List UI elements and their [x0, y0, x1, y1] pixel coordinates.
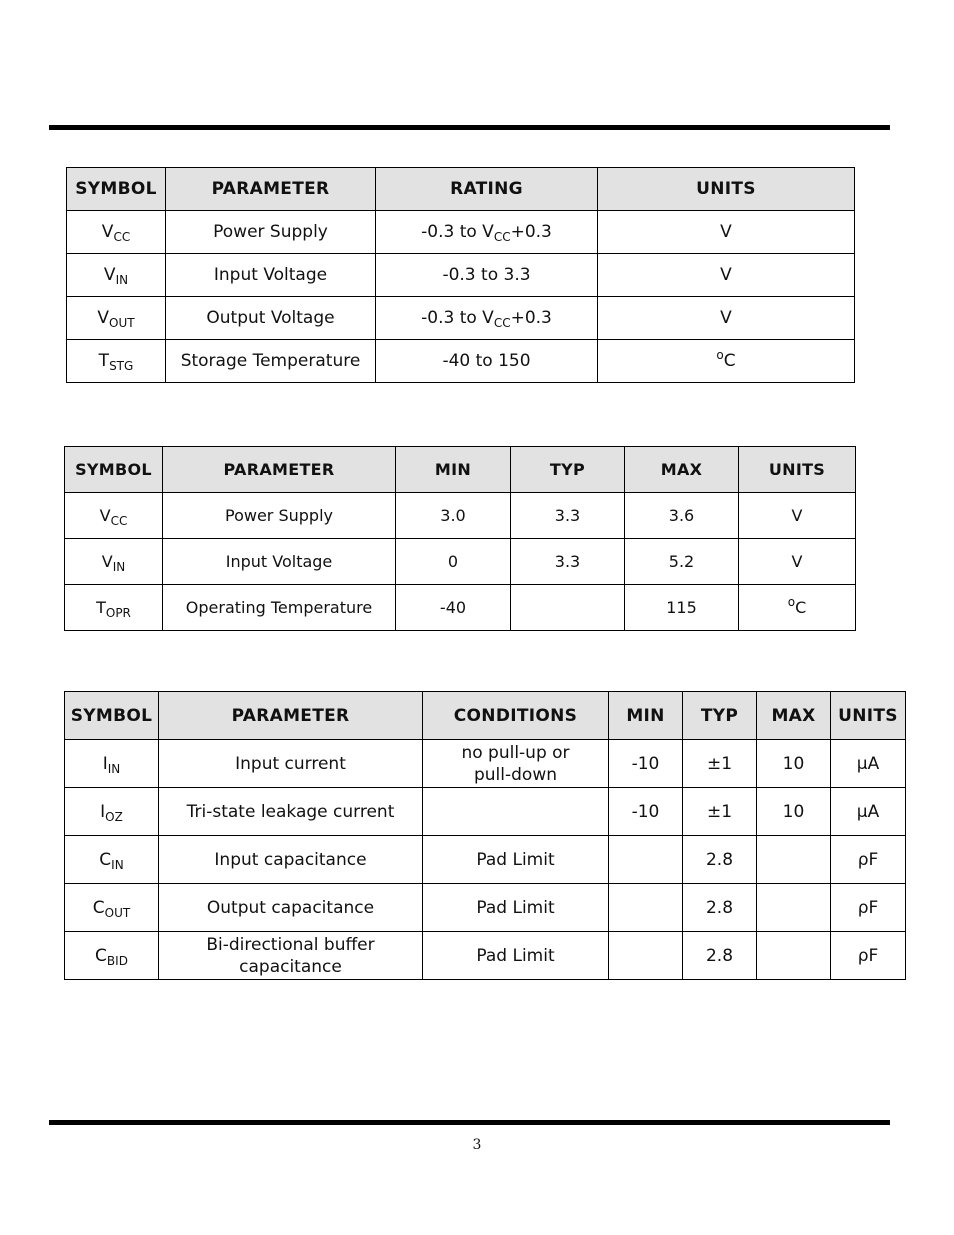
- typ-cell: ±1: [683, 740, 757, 788]
- header-cell: SYMBOL: [67, 168, 166, 211]
- units-cell: $^o$C: [598, 340, 855, 383]
- units-cell: ρF: [831, 932, 906, 980]
- header-cell: UNITS: [598, 168, 855, 211]
- table-header-row: [65, 447, 856, 493]
- conditions-cell: Pad Limit: [423, 884, 609, 932]
- symbol-cell: $I_{IN}$: [65, 740, 159, 788]
- header-cell: UNITS: [831, 692, 906, 740]
- units-cell: V: [598, 211, 855, 254]
- max-cell: 10: [757, 788, 831, 836]
- typ-cell: ±1: [683, 788, 757, 836]
- parameter-cell: Output Voltage: [166, 297, 376, 340]
- symbol-cell: $T_{STG}$: [67, 340, 166, 383]
- page-number: 3: [472, 1137, 482, 1153]
- parameter-cell: Power Supply: [166, 211, 376, 254]
- header-cell: MAX: [757, 692, 831, 740]
- rating-cell: -40 to 150: [376, 340, 598, 383]
- parameter-cell: Input Voltage: [166, 254, 376, 297]
- parameter-cell: Bi-directional buffer capacitance: [159, 932, 423, 980]
- header-cell: MIN: [609, 692, 683, 740]
- rating-cell: -0.3 to 3.3: [376, 254, 598, 297]
- rating-cell: -0.3 to $V_{CC}+0.3$: [376, 211, 598, 254]
- units-cell: μA: [831, 788, 906, 836]
- table-row: [67, 254, 855, 297]
- rating-cell: -0.3 to $V_{CC}+0.3$: [376, 297, 598, 340]
- symbol-cell: $V_{OUT}$: [67, 297, 166, 340]
- table-row: [65, 836, 906, 884]
- symbol-cell: $T_{OPR}$: [65, 585, 163, 631]
- min-cell: [609, 932, 683, 980]
- conditions-cell: Pad Limit: [423, 932, 609, 980]
- table-row: [65, 493, 856, 539]
- absolute-ratings-table: [66, 167, 855, 383]
- typ-cell: [511, 585, 625, 631]
- table-header-row: [65, 692, 906, 740]
- units-cell: V: [598, 297, 855, 340]
- units-cell: V: [739, 493, 856, 539]
- header-cell: PARAMETER: [163, 447, 396, 493]
- conditions-cell: Pad Limit: [423, 836, 609, 884]
- min-cell: 3.0: [396, 493, 511, 539]
- header-cell: TYP: [511, 447, 625, 493]
- table-row: [67, 297, 855, 340]
- header-cell: SYMBOL: [65, 692, 159, 740]
- symbol-cell: $C_{IN}$: [65, 836, 159, 884]
- units-cell: ρF: [831, 884, 906, 932]
- units-cell: μA: [831, 740, 906, 788]
- parameter-cell: Storage Temperature: [166, 340, 376, 383]
- parameter-cell: Input current: [159, 740, 423, 788]
- min-cell: [609, 884, 683, 932]
- header-cell: PARAMETER: [159, 692, 423, 740]
- min-cell: -10: [609, 788, 683, 836]
- header-cell: CONDITIONS: [423, 692, 609, 740]
- table-row: [65, 884, 906, 932]
- units-cell: V: [739, 539, 856, 585]
- parameter-cell: Output capacitance: [159, 884, 423, 932]
- table-row: [65, 788, 906, 836]
- max-cell: 10: [757, 740, 831, 788]
- header-rule: [49, 125, 890, 130]
- parameter-cell: Input capacitance: [159, 836, 423, 884]
- symbol-cell: $C_{BID}$: [65, 932, 159, 980]
- min-cell: [609, 836, 683, 884]
- table-row: [67, 211, 855, 254]
- table-header-row: [67, 168, 855, 211]
- typ-cell: 3.3: [511, 539, 625, 585]
- units-cell: ρF: [831, 836, 906, 884]
- min-cell: 0: [396, 539, 511, 585]
- operating-conditions-table: [64, 446, 856, 631]
- parameter-cell: Tri-state leakage current: [159, 788, 423, 836]
- typ-cell: 2.8: [683, 932, 757, 980]
- max-cell: 5.2: [625, 539, 739, 585]
- max-cell: 115: [625, 585, 739, 631]
- max-cell: [757, 836, 831, 884]
- conditions-cell: [423, 788, 609, 836]
- parameter-cell: Power Supply: [163, 493, 396, 539]
- typ-cell: 2.8: [683, 836, 757, 884]
- symbol-cell: $V_{CC}$: [67, 211, 166, 254]
- header-cell: PARAMETER: [166, 168, 376, 211]
- symbol-cell: $V_{IN}$: [65, 539, 163, 585]
- footer-rule: [49, 1120, 890, 1125]
- table-row: [65, 932, 906, 980]
- max-cell: 3.6: [625, 493, 739, 539]
- dc-characteristics-table: [64, 691, 906, 980]
- units-cell: $^o$C: [739, 585, 856, 631]
- header-cell: SYMBOL: [65, 447, 163, 493]
- symbol-cell: $I_{OZ}$: [65, 788, 159, 836]
- parameter-cell: Input Voltage: [163, 539, 396, 585]
- symbol-cell: $C_{OUT}$: [65, 884, 159, 932]
- header-cell: TYP: [683, 692, 757, 740]
- max-cell: [757, 884, 831, 932]
- typ-cell: 2.8: [683, 884, 757, 932]
- symbol-cell: $V_{IN}$: [67, 254, 166, 297]
- units-cell: V: [598, 254, 855, 297]
- table-row: [65, 585, 856, 631]
- typ-cell: 3.3: [511, 493, 625, 539]
- max-cell: [757, 932, 831, 980]
- header-cell: RATING: [376, 168, 598, 211]
- min-cell: -10: [609, 740, 683, 788]
- parameter-cell: Operating Temperature: [163, 585, 396, 631]
- table-row: [65, 539, 856, 585]
- table-row: [65, 740, 906, 788]
- min-cell: -40: [396, 585, 511, 631]
- header-cell: UNITS: [739, 447, 856, 493]
- header-cell: MAX: [625, 447, 739, 493]
- symbol-cell: $V_{CC}$: [65, 493, 163, 539]
- conditions-cell: no pull-up or pull-down: [423, 740, 609, 788]
- header-cell: MIN: [396, 447, 511, 493]
- table-row: [67, 340, 855, 383]
